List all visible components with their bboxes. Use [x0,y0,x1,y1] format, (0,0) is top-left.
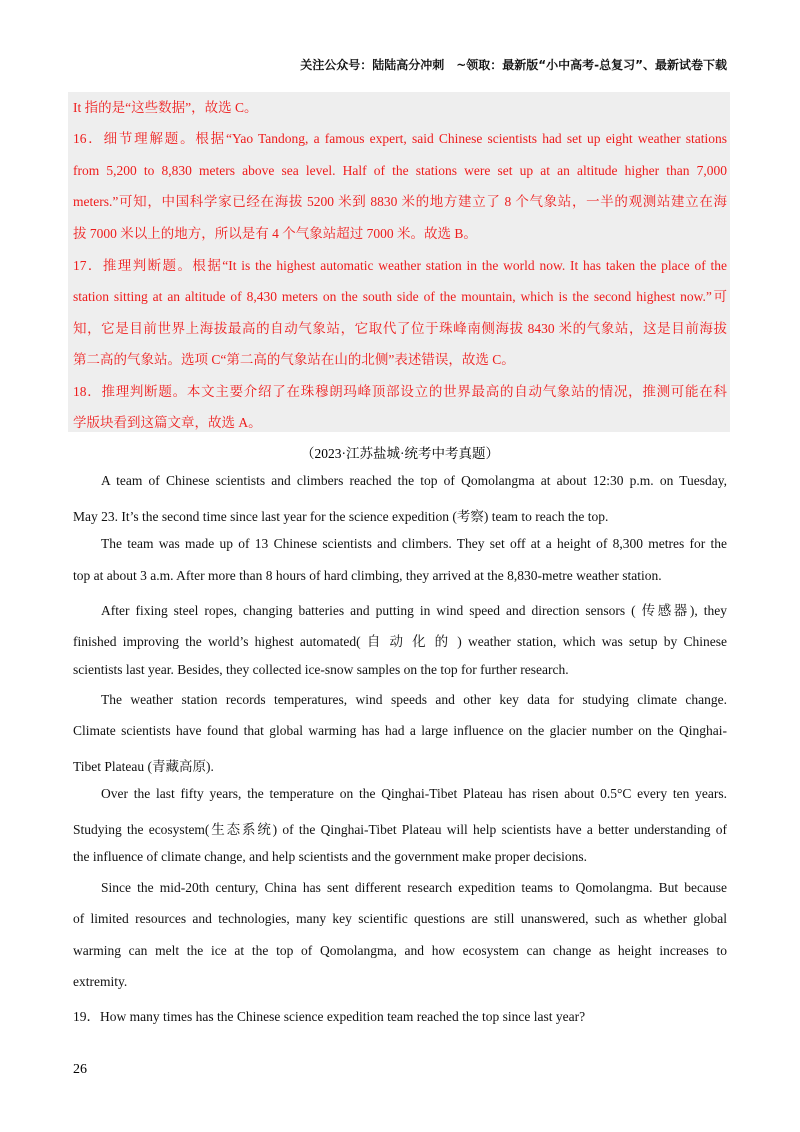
answer-line: station sitting at an altitude of 8,430 meters on the south side of the mountain, which is the second highest now.”可 [73,289,727,304]
passage-line: finished improving the world’s highest automated( 自 动 化 的 ) weather station, which was setup by Chinese [73,634,727,649]
passage-line: Studying the ecosystem(生态系统) of the Qinghai-Tibet Plateau will help scientists have a better understanding of [73,822,727,837]
passage-line: Over the last fifty years, the temperature on the Qinghai-Tibet Plateau has risen about 0.5°C every ten years. [101,786,727,801]
passage-line: extremity. [73,974,128,989]
answer-line: from 5,200 to 8,830 meters above sea level. Half of the stations were set up at an altitude higher than 7,000 [73,163,727,178]
answer-line: meters.”可知，中国科学家已经在海拔 5200 米到 8830 米的地方建立了 8 个气象站，一半的观测站建立在海 [73,194,727,209]
passage-line: The team was made up of 13 Chinese scientists and climbers. They set off at a height of 8,300 metres for the [101,536,727,551]
passage-line: Tibet Plateau (青藏高原). [73,759,214,774]
answer-line: 18．推理判断题。本文主要介绍了在珠穆朗玛峰顶部设立的世界最高的自动气象站的情况，推测可能在科 [73,384,727,399]
answer-line: 拔 7000 米以上的地方，所以是有 4 个气象站超过 7000 米。故选 B。 [73,226,477,241]
answer-line: 17．推理判断题。根据“It is the highest automatic weather station in the world now. It has taken the place of the [73,258,727,273]
page-number: 26 [73,1062,87,1077]
source-citation: （2023·江苏盐城·统考中考真题） [301,446,499,461]
passage-line: After fixing steel ropes, changing batteries and putting in wind speed and direction sensors ( 传感器), they [101,603,727,618]
page-header: 关注公众号：陆陆高分冲刺 ~领取：最新版“小中高考-总复习”、最新试卷下载 [300,58,727,72]
passage-line: Climate scientists have found that global warming has had a large influence on the glacier number on the Qinghai- [73,723,727,738]
passage-line: A team of Chinese scientists and climbers reached the top of Qomolangma at about 12:30 p.m. on Tuesday, [101,473,727,488]
answer-line: 知，它是目前世界上海拔最高的自动气象站，它取代了位于珠峰南侧海拔 8430 米的气象站，这是目前海拔 [73,321,727,336]
answer-line: 第二高的气象站。选项 C“第二高的气象站在山的北侧”表述错误，故选 C。 [73,352,515,367]
passage-line: May 23. It’s the second time since last year for the science expedition (考察) team to reach the top. [73,509,609,524]
passage-line: of limited resources and technologies, many key scientific questions are still unanswered, such as whether global [73,911,727,926]
answer-line: 学版块看到这篇文章，故选 A。 [73,415,262,430]
answer-line: 16．细节理解题。根据“Yao Tandong, a famous expert, said Chinese scientists had set up eight weather stations [73,131,727,146]
answer-line: It 指的是“这些数据”，故选 C。 [73,100,258,115]
passage-line: scientists last year. Besides, they collected ice-snow samples on the top for further research. [73,662,569,677]
question-19: 19．How many times has the Chinese science expedition team reached the top since last year? [73,1009,586,1024]
passage-line: top at about 3 a.m. After more than 8 hours of hard climbing, they arrived at the 8,830-metre weather station. [73,568,662,583]
passage-line: warming can melt the ice at the top of Qomolangma, and how ecosystem can change as height increases to [73,943,727,958]
passage-line: Since the mid-20th century, China has sent different research expedition teams to Qomolangma. But because [101,880,727,895]
passage-line: The weather station records temperatures, wind speeds and other key data for studying climate change. [101,692,727,707]
passage-line: the influence of climate change, and help scientists and the government make proper decisions. [73,849,587,864]
